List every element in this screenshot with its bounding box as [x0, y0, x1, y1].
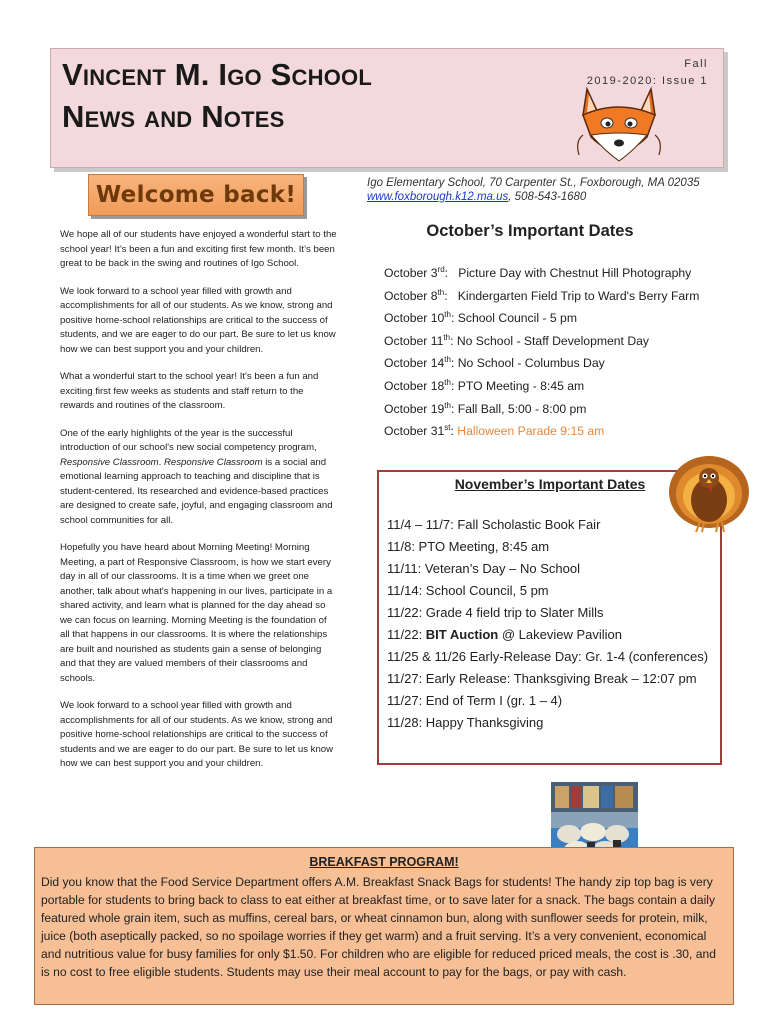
- letter-paragraph: We look forward to a school year filled with growth and accomplishments for all of our students. As we know, strong and positive home-school relationships are critical to the success of students and we are eager to do our part. Be sure to let us know how we can best support you and your children.: [60, 700, 334, 769]
- november-dates-list: [387, 514, 722, 734]
- title-line-1: Vincent M. Igo School: [62, 57, 372, 92]
- event-text: School Council - 5 pm: [454, 311, 577, 326]
- event-text: @ Lakeview Pavilion: [498, 627, 623, 642]
- october-date-row: [384, 307, 724, 330]
- event-text: Kindergarten Field Trip to Ward's Berry Farm: [447, 288, 700, 303]
- sep: :: [444, 266, 449, 280]
- date: 11/22:: [387, 627, 426, 642]
- breakfast-program-title: BREAKFAST PROGRAM!: [309, 855, 459, 869]
- november-date-row: 11/4 – 11/7: Fall Scholastic Book Fair: [387, 517, 601, 532]
- event-text: No School - Staff Development Day: [453, 333, 650, 348]
- october-dates-title: October’s Important Dates: [426, 222, 634, 240]
- text-span: is a social and emotional learning approach to teaching and discipline that is student-centered. Its researched and evidence-based practices are designed to create safe, joyful, and engaging classroom and school communities for all.: [60, 456, 333, 526]
- october-date-row: [384, 285, 724, 308]
- date: October 10: [384, 311, 445, 326]
- date: October 31: [384, 424, 445, 439]
- november-date-row: 11/27: End of Term I (gr. 1 – 4): [387, 693, 563, 708]
- sep: :: [450, 333, 454, 348]
- welcome-letter: [60, 228, 338, 785]
- ordinal: th: [437, 287, 445, 297]
- october-date-row: [384, 398, 724, 421]
- letter-paragraph: [60, 427, 338, 529]
- ordinal: th: [444, 355, 451, 365]
- letter-paragraph: We look forward to a school year filled with growth and accomplishments for all of our students. As we know, strong and positive home-school relationships are critical to the success of students, and we are eager to do our part. Be sure to let us know how we can best support you and your children.: [60, 285, 336, 355]
- ordinal: th: [444, 377, 451, 387]
- november-date-row: 11/28: Happy Thanksgiving: [387, 715, 544, 730]
- november-date-row: 11/14: School Council, 5 pm: [387, 583, 549, 598]
- event-text: PTO Meeting - 8:45 am: [454, 378, 585, 393]
- ordinal: th: [444, 400, 451, 410]
- event-text-highlight: Halloween Parade 9:15 am: [453, 424, 605, 439]
- fox-mascot-icon: [569, 85, 669, 165]
- letter-paragraph: Hopefully you have heard about Morning Meeting! Morning Meeting, a part of Responsive Classroom, is how we start every day in all of our classrooms. It is a time when we greet one another, talk about what's happening in our lives, participate in a shared activity, and learn what is planned for the day ahead so we can focus on learning. Morning Meeting is the foundation of all that happens in our classrooms. It is where the relationships are built and nourished as students gain a sense of belonging and that they are valued members of their classrooms and schools.: [60, 542, 333, 684]
- school-address: [367, 176, 727, 204]
- date: October 19: [384, 401, 445, 416]
- november-dates-title: November’s Important Dates: [454, 476, 646, 492]
- welcome-back-banner: Welcome back!: [88, 174, 304, 216]
- letter-paragraph: We hope all of our students have enjoyed a wonderful start to the school year! It’s been a fun and exciting first few month. It’s been great to be back in the swing and routines of Igo School.: [60, 229, 337, 269]
- ordinal: rd: [437, 264, 445, 274]
- school-phone: , 508-543-1680: [508, 191, 587, 203]
- event-text: No School - Columbus Day: [454, 356, 605, 371]
- breakfast-program-text: Did you know that the Food Service Department offers A.M. Breakfast Snack Bags for students! The handy zip top bag is very portable for students to bring back to class to eat either at breakfast time, or to save later for a snack. The bags contain a daily featured whole grain item, such as muffins, cereal bars, or wheat cinnamon bun, along with sunflower seeds for protein, milk, juice (both aseptically packed, so no spoilage worries if they get warm) and a fruit serving. It’s a very convenient, economical and nutritious value for busy families for only $1.50. For children who are eligible for reduced priced meals, the cost is .30, and is no cost to free eligible students. Students may use their meal account to pay for the bags, or pay with cash.: [41, 875, 716, 979]
- text-span: .: [158, 456, 164, 468]
- october-dates-list: [384, 262, 724, 443]
- text-span: One of the early highlights of the year is the successful introduction of our school's new social competency program,: [60, 427, 317, 453]
- title-line-2: News and Notes: [62, 99, 285, 134]
- november-date-row: 11/22: Grade 4 field trip to Slater Mills: [387, 605, 604, 620]
- sep: :: [450, 356, 455, 371]
- school-website-link[interactable]: www.foxborough.k12.ma.us: [367, 191, 509, 203]
- november-date-row: [387, 624, 722, 646]
- newsletter-title: [62, 54, 482, 138]
- date: October 18: [384, 378, 445, 393]
- sep: :: [450, 401, 455, 416]
- date: October 14: [384, 356, 445, 371]
- october-date-row: [384, 262, 724, 285]
- event-text: Picture Day with Chestnut Hill Photography: [448, 266, 692, 280]
- sep: :: [450, 378, 455, 393]
- november-date-row: 11/27: Early Release: Thanksgiving Break – 12:07 pm: [387, 671, 697, 686]
- bit-auction-label: BIT Auction: [425, 627, 499, 642]
- issue-number: 2019-2020: Issue 1: [586, 75, 708, 87]
- october-date-row: [384, 352, 724, 375]
- october-date-row: [384, 330, 724, 353]
- date: October 11: [384, 333, 444, 348]
- october-date-row: [384, 375, 724, 398]
- contact-line: [367, 190, 727, 204]
- program-name: Responsive Classroom: [163, 456, 263, 468]
- sep: :: [450, 311, 455, 326]
- letter-paragraph: What a wonderful start to the school year! It's been a fun and exciting first few weeks as students and staff return to the rewards and routines of the classroom.: [60, 371, 319, 411]
- date: October 3: [384, 266, 438, 280]
- november-date-row: 11/8: PTO Meeting, 8:45 am: [387, 539, 550, 554]
- issue-season: Fall: [684, 58, 708, 70]
- sep: :: [444, 288, 448, 303]
- event-text: Fall Ball, 5:00 - 8:00 pm: [454, 401, 587, 416]
- ordinal: th: [444, 310, 451, 320]
- sep: :: [450, 424, 454, 439]
- ordinal: st: [444, 423, 451, 433]
- october-date-row: [384, 420, 724, 443]
- address-line: Igo Elementary School, 70 Carpenter St., Foxborough, MA 02035: [367, 177, 700, 189]
- november-date-row: 11/25 & 11/26 Early-Release Day: Gr. 1-4 (conferences): [387, 649, 709, 664]
- november-date-row: 11/11: Veteran’s Day – No School: [387, 561, 580, 576]
- date: October 8: [384, 288, 438, 303]
- ordinal: th: [443, 332, 451, 342]
- program-name: Responsive Classroom: [60, 456, 159, 468]
